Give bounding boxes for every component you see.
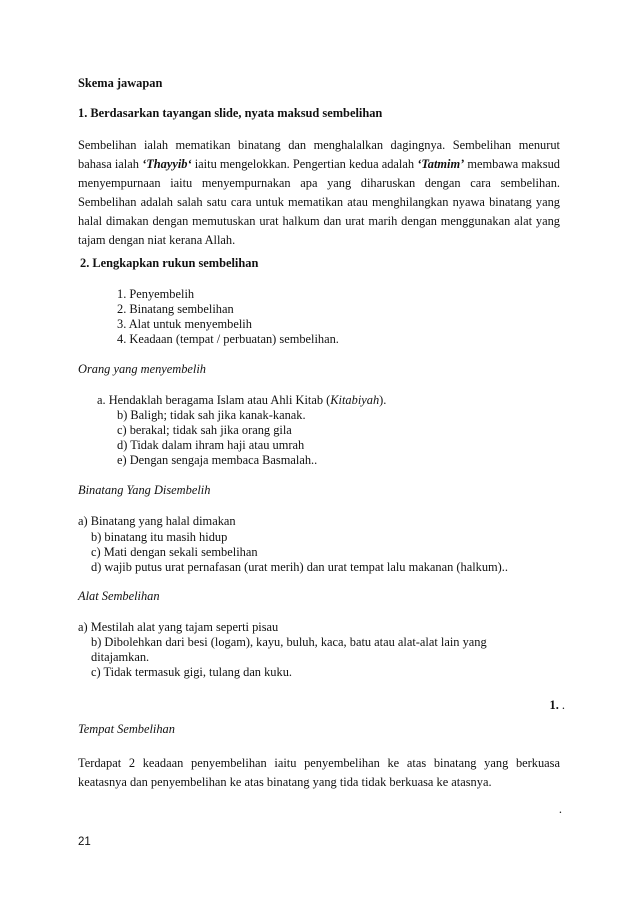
doc-title: Skema jawapan	[78, 76, 163, 90]
section-marker	[550, 698, 566, 713]
alat-item: c) Tidak termasuk gigi, tulang dan kuku.	[91, 665, 292, 679]
section-marker-dot: .	[558, 698, 565, 712]
tempat-paragraph: Terdapat 2 keadaan penyembelihan iaitu penyembelihan ke atas binatang yang berkuasa keatasnya dan penyembelihan ke atas binatang yang tida tidak berkuasa ke atasnya.	[78, 756, 560, 789]
answer-text-2: iaitu mengelokkan. Pengertian kedua adalah	[191, 157, 418, 171]
syarat-a-term: Kitabiyah	[330, 393, 380, 407]
binatang-item: b) binatang itu masih hidup	[91, 530, 228, 544]
section-marker-number: 1.	[549, 698, 559, 712]
binatang-item: c) Mati dengan sekali sembelihan	[91, 545, 258, 559]
syarat-item: d) Tidak dalam ihram haji atau umrah	[117, 438, 305, 452]
syarat-a-end: ).	[379, 393, 387, 407]
syarat-item: c) berakal; tidak sah jika orang gila	[117, 423, 292, 437]
section-title-penyembelih: Orang yang menyembelih	[78, 362, 207, 376]
end-marker: .	[558, 802, 562, 816]
syarat-item: e) Dengan sengaja membaca Basmalah..	[117, 453, 318, 467]
question-1-answer	[78, 136, 560, 250]
rukun-item: 2. Binatang sembelihan	[117, 302, 234, 316]
rukun-item: 1. Penyembelih	[117, 287, 195, 301]
binatang-item: a) Binatang yang halal dimakan	[78, 514, 236, 528]
syarat-a-text: a. Hendaklah beragama Islam atau Ahli Kitab (	[97, 393, 331, 407]
alat-item: ditajamkan.	[91, 650, 150, 664]
alat-item: a) Mestilah alat yang tajam seperti pisau	[78, 620, 279, 634]
section-title-binatang: Binatang Yang Disembelih	[78, 483, 211, 497]
section-title-alat: Alat Sembelihan	[78, 589, 160, 603]
question-1-heading: 1. Berdasarkan tayangan slide, nyata maksud sembelihan	[78, 106, 383, 120]
syarat-item-a	[97, 393, 386, 408]
section-title-tempat: Tempat Sembelihan	[78, 722, 175, 736]
term-tatmim: ‘Tatmim’	[417, 157, 465, 171]
page-number: 21	[78, 836, 91, 848]
term-thayyib: ‘Thayyib‘	[142, 157, 192, 171]
rukun-item: 3. Alat untuk menyembelih	[117, 317, 252, 331]
alat-item: b) Dibolehkan dari besi (logam), kayu, buluh, kaca, batu atau alat-alat lain yang	[91, 635, 487, 649]
rukun-item: 4. Keadaan (tempat / perbuatan) sembelihan.	[117, 332, 339, 346]
answer-text-3: membawa maksud menyempurnaan iaitu menyempurnakan apa yang diharuskan dengan cara sembelihan. Sembelihan adalah salah satu cara untuk mematikan atau menghilangkan nyawa binatang yang halal dimakan dengan memutuskan urat halkum dan urat marih dengan menggunakan alat yang tajam dengan niat kerana Allah.	[78, 157, 560, 247]
question-2-heading: 2. Lengkapkan rukun sembelihan	[80, 256, 259, 270]
syarat-item: b) Baligh; tidak sah jika kanak-kanak.	[117, 408, 306, 422]
answer-text-1: Sembelihan ialah mematikan binatang dan menghalalkan dagingnya. Sembelihan menurut bahasa ialah	[78, 138, 560, 171]
binatang-item: d) wajib putus urat pernafasan (urat merih) dan urat tempat lalu makanan (halkum)..	[91, 560, 508, 574]
